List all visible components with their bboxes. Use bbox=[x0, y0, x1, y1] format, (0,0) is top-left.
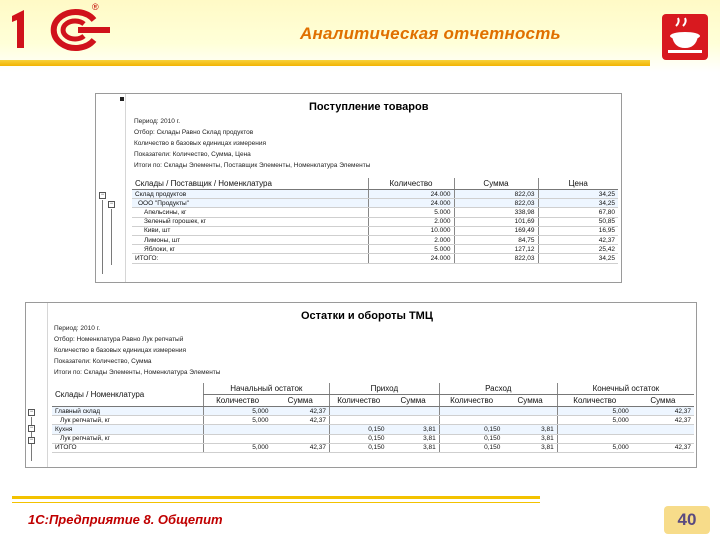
table-row[interactable] bbox=[132, 226, 618, 235]
column-group-header[interactable]: Начальный остаток bbox=[203, 383, 329, 395]
table-total-row[interactable] bbox=[132, 254, 618, 263]
report-title: Поступление товаров bbox=[309, 101, 429, 113]
cell-value: 42,37 bbox=[632, 416, 694, 425]
cell-value bbox=[557, 425, 632, 434]
table-row[interactable] bbox=[52, 416, 694, 425]
column-group-header[interactable]: Конечный остаток bbox=[557, 383, 694, 395]
column-header[interactable]: Количество bbox=[368, 178, 454, 190]
cell-value: 5,000 bbox=[203, 407, 271, 416]
cooking-pot-icon bbox=[662, 14, 708, 60]
table-row[interactable] bbox=[132, 245, 618, 254]
cell-sum: 169,49 bbox=[454, 226, 538, 235]
table-total-row[interactable] bbox=[52, 443, 694, 452]
cell-value bbox=[503, 407, 557, 416]
cell-name: Лимоны, шт bbox=[132, 235, 368, 244]
cell-value: 0,150 bbox=[439, 434, 503, 443]
cell-qty: 5.000 bbox=[368, 208, 454, 217]
cell-value: 3,81 bbox=[387, 443, 439, 452]
cell-value: 3,81 bbox=[503, 425, 557, 434]
header-stripe bbox=[0, 60, 650, 66]
cell-value: 0,150 bbox=[329, 443, 387, 452]
cell-qty: 5.000 bbox=[368, 245, 454, 254]
slide-title: Аналитическая отчетность bbox=[300, 24, 561, 43]
cell-price: 42,37 bbox=[538, 235, 618, 244]
cell-value: 3,81 bbox=[387, 425, 439, 434]
receipts-table bbox=[132, 178, 618, 264]
page-number: 40 bbox=[664, 506, 710, 534]
cell-sum: 822,03 bbox=[454, 190, 538, 199]
column-group-header[interactable]: Приход bbox=[329, 383, 439, 395]
cell-sum: 101,69 bbox=[454, 217, 538, 226]
cell-value: 5,000 bbox=[203, 443, 271, 452]
collapse-icon[interactable]: − bbox=[29, 409, 34, 415]
cell-sum: 84,75 bbox=[454, 235, 538, 244]
collapse-icon[interactable]: − bbox=[29, 425, 34, 431]
column-header[interactable]: Количество bbox=[557, 395, 632, 407]
cell-name: Зеленый горошек, кг bbox=[132, 217, 368, 226]
column-header[interactable]: Сумма bbox=[272, 395, 330, 407]
cell-value: 0,150 bbox=[439, 443, 503, 452]
cell-price: 25,42 bbox=[538, 245, 618, 254]
footer-divider bbox=[12, 496, 540, 499]
column-header[interactable]: Количество bbox=[439, 395, 503, 407]
cell-value bbox=[329, 407, 387, 416]
cell-value: 42,37 bbox=[272, 407, 330, 416]
report-param: Отбор: Склады Равно Склад продуктов bbox=[134, 129, 254, 136]
cell-value bbox=[557, 434, 632, 443]
column-header[interactable]: Количество bbox=[329, 395, 387, 407]
cell-value: 3,81 bbox=[387, 434, 439, 443]
column-header[interactable]: Сумма bbox=[387, 395, 439, 407]
cell-name: ИТОГО: bbox=[132, 254, 368, 263]
cell-value bbox=[439, 416, 503, 425]
settings-marker-icon bbox=[120, 97, 124, 101]
cell-qty: 24.000 bbox=[368, 190, 454, 199]
column-header[interactable]: Сумма bbox=[632, 395, 694, 407]
cell-value bbox=[272, 425, 330, 434]
collapse-icon[interactable]: − bbox=[100, 192, 105, 198]
table-row[interactable] bbox=[132, 190, 618, 199]
cell-qty: 24.000 bbox=[368, 199, 454, 208]
slide-header bbox=[0, 0, 720, 72]
cell-price: 34,25 bbox=[538, 199, 618, 208]
column-header[interactable]: Склады / Поставщик / Номенклатура bbox=[132, 178, 368, 190]
table-row[interactable] bbox=[132, 235, 618, 244]
cell-value bbox=[387, 416, 439, 425]
stock-table bbox=[52, 383, 694, 453]
column-group-header[interactable]: Расход bbox=[439, 383, 557, 395]
cell-value: 42,37 bbox=[272, 416, 330, 425]
report-receipts-panel bbox=[95, 93, 622, 283]
report-param: Период: 2010 г. bbox=[54, 325, 101, 332]
table-row[interactable] bbox=[132, 217, 618, 226]
cell-value: 42,37 bbox=[272, 443, 330, 452]
report-param: Показатели: Количество, Сумма, Цена bbox=[134, 151, 251, 158]
cell-value: 42,37 bbox=[632, 407, 694, 416]
table-row[interactable] bbox=[52, 425, 694, 434]
tree-line bbox=[111, 209, 112, 265]
cell-price: 16,95 bbox=[538, 226, 618, 235]
collapse-icon[interactable]: − bbox=[29, 437, 34, 443]
cell-value: 0,150 bbox=[329, 425, 387, 434]
cell-value: 3,81 bbox=[503, 434, 557, 443]
cell-value bbox=[203, 425, 271, 434]
cell-value bbox=[632, 434, 694, 443]
cell-sum: 822,03 bbox=[454, 199, 538, 208]
cell-value: 5,000 bbox=[203, 416, 271, 425]
cell-name: Кухня bbox=[52, 425, 203, 434]
collapse-icon[interactable]: − bbox=[109, 201, 114, 207]
column-header[interactable]: Сумма bbox=[454, 178, 538, 190]
cell-value: 5,000 bbox=[557, 407, 632, 416]
cell-name: Лук репчатый, кг bbox=[52, 416, 203, 425]
column-header[interactable]: Количество bbox=[203, 395, 271, 407]
cell-price: 67,80 bbox=[538, 208, 618, 217]
report-param: Период: 2010 г. bbox=[134, 118, 181, 125]
cell-value bbox=[439, 407, 503, 416]
cell-price: 50,85 bbox=[538, 217, 618, 226]
report-param: Итоги по: Склады Элементы, Поставщик Элементы, Номенклатура Элементы bbox=[134, 162, 371, 169]
cell-name: Главный склад bbox=[52, 407, 203, 416]
cell-name: Яблоки, кг bbox=[132, 245, 368, 254]
cell-name: ИТОГО bbox=[52, 443, 203, 452]
column-header[interactable]: Склады / Номенклатура bbox=[52, 383, 203, 407]
cell-value: 0,150 bbox=[439, 425, 503, 434]
column-header[interactable]: Сумма bbox=[503, 395, 557, 407]
cell-name: Склад продуктов bbox=[132, 190, 368, 199]
cell-value bbox=[503, 416, 557, 425]
report-param: Показатели: Количество, Сумма bbox=[54, 358, 152, 365]
report-param: Количество в базовых единицах измерения bbox=[134, 140, 266, 147]
cell-price: 34,25 bbox=[538, 190, 618, 199]
report-param: Отбор: Номенклатура Равно Лук репчатый bbox=[54, 336, 184, 343]
table-row[interactable] bbox=[132, 208, 618, 217]
report-param: Количество в базовых единицах измерения bbox=[54, 347, 186, 354]
report-stock-panel bbox=[25, 302, 697, 468]
report-param: Итоги по: Склады Элементы, Номенклатура Элементы bbox=[54, 369, 221, 376]
footer-divider bbox=[12, 502, 540, 503]
cell-value bbox=[203, 434, 271, 443]
cell-sum: 127,12 bbox=[454, 245, 538, 254]
1c-logo bbox=[8, 6, 116, 52]
table-row[interactable] bbox=[132, 199, 618, 208]
cell-sum: 822,03 bbox=[454, 254, 538, 263]
cell-qty: 2.000 bbox=[368, 235, 454, 244]
cell-name: Лук репчатый, кг bbox=[52, 434, 203, 443]
cell-value: 5,000 bbox=[557, 443, 632, 452]
cell-value: 3,81 bbox=[503, 443, 557, 452]
cell-qty: 24.000 bbox=[368, 254, 454, 263]
cell-price: 34,25 bbox=[538, 254, 618, 263]
report-title: Остатки и обороты ТМЦ bbox=[301, 310, 433, 322]
cell-name: Киви, шт bbox=[132, 226, 368, 235]
tree-line bbox=[102, 200, 103, 274]
cell-value bbox=[632, 425, 694, 434]
table-row[interactable] bbox=[52, 407, 694, 416]
cell-value bbox=[329, 416, 387, 425]
registered-mark: ® bbox=[92, 2, 99, 12]
cell-value bbox=[272, 434, 330, 443]
tree-gutter bbox=[96, 94, 126, 282]
footer-product-name: 1С:Предприятие 8. Общепит bbox=[28, 512, 223, 527]
tree-gutter bbox=[26, 303, 48, 467]
column-header[interactable]: Цена bbox=[538, 178, 618, 190]
cell-value: 0,150 bbox=[329, 434, 387, 443]
table-row[interactable] bbox=[52, 434, 694, 443]
cell-value: 5,000 bbox=[557, 416, 632, 425]
cell-qty: 10.000 bbox=[368, 226, 454, 235]
cell-qty: 2.000 bbox=[368, 217, 454, 226]
cell-value: 42,37 bbox=[632, 443, 694, 452]
cell-sum: 338,98 bbox=[454, 208, 538, 217]
cell-value bbox=[387, 407, 439, 416]
cell-name: ООО "Продукты" bbox=[132, 199, 368, 208]
cell-name: Апельсины, кг bbox=[132, 208, 368, 217]
